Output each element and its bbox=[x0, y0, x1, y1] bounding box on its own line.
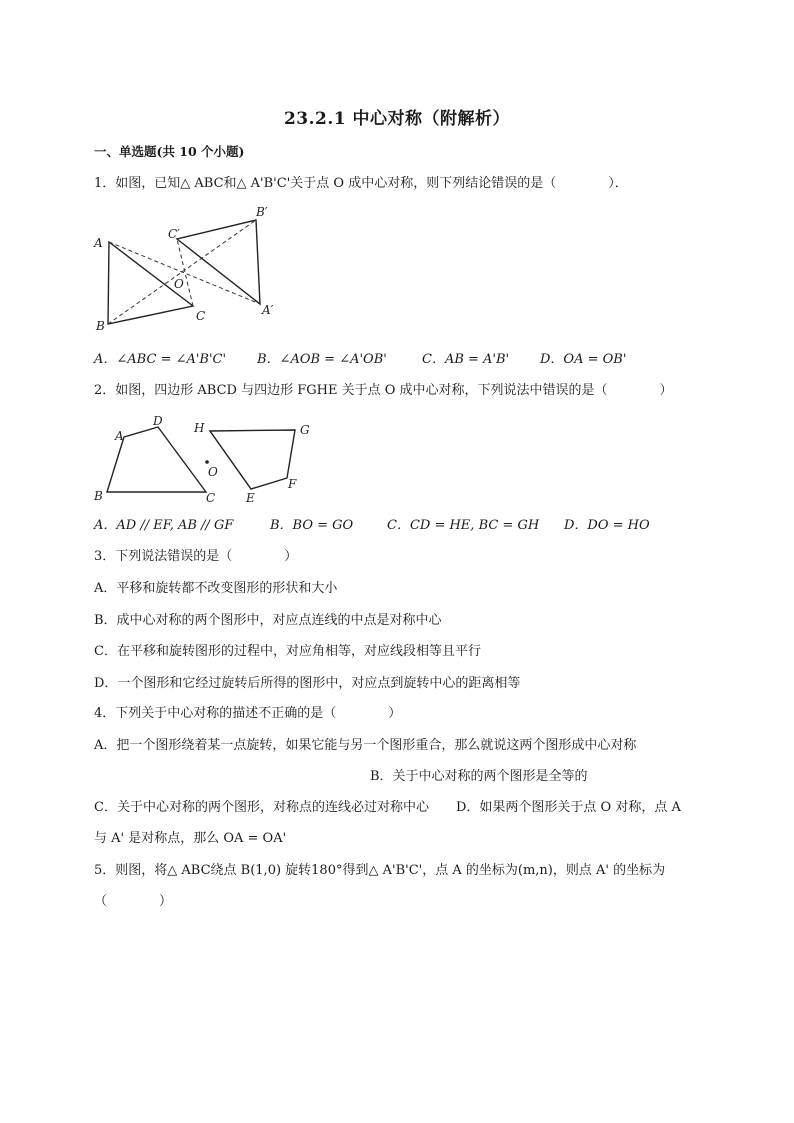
q3-option-d: D．一个图形和它经过旋转后所得的图形中，对应点到旋转中心的距离相等 bbox=[94, 676, 521, 691]
q5-stem: 5．则图，将△ ABC绕点 B(1,0) 旋转180°得到△ A'B'C'，点 A 的坐标为(m,n)，则点 A' 的坐标为 bbox=[94, 863, 666, 878]
q1-option-d: D．OA = OB' bbox=[540, 352, 627, 367]
label-o: O bbox=[174, 277, 184, 291]
label-g: G bbox=[300, 423, 310, 437]
q4-option-d-cont: 与 A' 是对称点，那么 OA = OA' bbox=[94, 831, 287, 846]
label-e: E bbox=[246, 491, 255, 505]
q4-stem: 4．下列关于中心对称的描述不正确的是（ ） bbox=[94, 706, 402, 721]
q4-option-a: A．把一个图形绕着某一点旋转，如果它能与另一个图形重合，那么就说这两个图形成中心对称 bbox=[94, 738, 637, 753]
page-title: 23.2.1 中心对称（附解析） bbox=[283, 109, 511, 129]
label-d: D bbox=[153, 414, 163, 428]
label-c: C bbox=[206, 491, 216, 505]
q1-option-c: C．AB = A'B' bbox=[422, 352, 510, 367]
quadrilateral-fghe bbox=[210, 430, 295, 489]
label-o: O bbox=[208, 465, 218, 479]
q1-figure bbox=[90, 202, 280, 334]
q2-option-b: B．BO = GO bbox=[270, 518, 354, 533]
q2-stem: 2．如图，四边形 ABCD 与四边形 FGHE 关于点 O 成中心对称，下列说法中错误的是（ ） bbox=[94, 383, 673, 398]
center-point-o bbox=[205, 460, 209, 464]
label-f: F bbox=[288, 477, 297, 491]
label-h: H bbox=[194, 421, 205, 435]
q2-option-a: A．AD // EF, AB // GF bbox=[94, 518, 234, 533]
q2-option-d: D．DO = HO bbox=[564, 518, 650, 533]
label-a: A bbox=[115, 429, 124, 443]
q3-option-a: A．平移和旋转都不改变图形的形状和大小 bbox=[94, 581, 338, 596]
label-a-prime: A′ bbox=[262, 303, 274, 317]
q2-option-c: C．CD = HE, BC = GH bbox=[387, 518, 540, 533]
label-a: A bbox=[94, 236, 103, 250]
dashed-aa1 bbox=[109, 242, 260, 304]
q2-figure bbox=[90, 410, 330, 510]
q3-option-b: B．成中心对称的两个图形中，对应点连线的中点是对称中心 bbox=[94, 613, 442, 628]
label-c-prime: C′ bbox=[168, 227, 180, 241]
q4-option-b: B．关于中心对称的两个图形是全等的 bbox=[370, 769, 588, 784]
q1-option-a: A．∠ABC = ∠A'B'C' bbox=[94, 352, 227, 367]
q1-stem: 1．如图，已知△ ABC和△ A'B'C'关于点 O 成中心对称，则下列结论错误的是（ ）． bbox=[94, 176, 628, 191]
q3-option-c: C．在平移和旋转图形的过程中，对应角相等，对应线段相等且平行 bbox=[94, 644, 481, 659]
label-c: C bbox=[196, 309, 206, 323]
label-b-prime: B′ bbox=[256, 205, 268, 219]
section-heading: 一、单选题(共 10 个小题) bbox=[94, 144, 245, 159]
q4-option-d: D．如果两个图形关于点 O 对称，点 A bbox=[456, 800, 681, 815]
q4-option-c: C．关于中心对称的两个图形，对称点的连线必过对称中心 bbox=[94, 800, 429, 815]
q3-stem: 3．下列说法错误的是（ ） bbox=[94, 549, 298, 564]
q5-answer-blank: （ ） bbox=[94, 894, 173, 909]
label-b: B bbox=[96, 319, 105, 333]
q1-option-b: B．∠AOB = ∠A'OB' bbox=[257, 352, 387, 367]
label-b: B bbox=[94, 489, 103, 503]
